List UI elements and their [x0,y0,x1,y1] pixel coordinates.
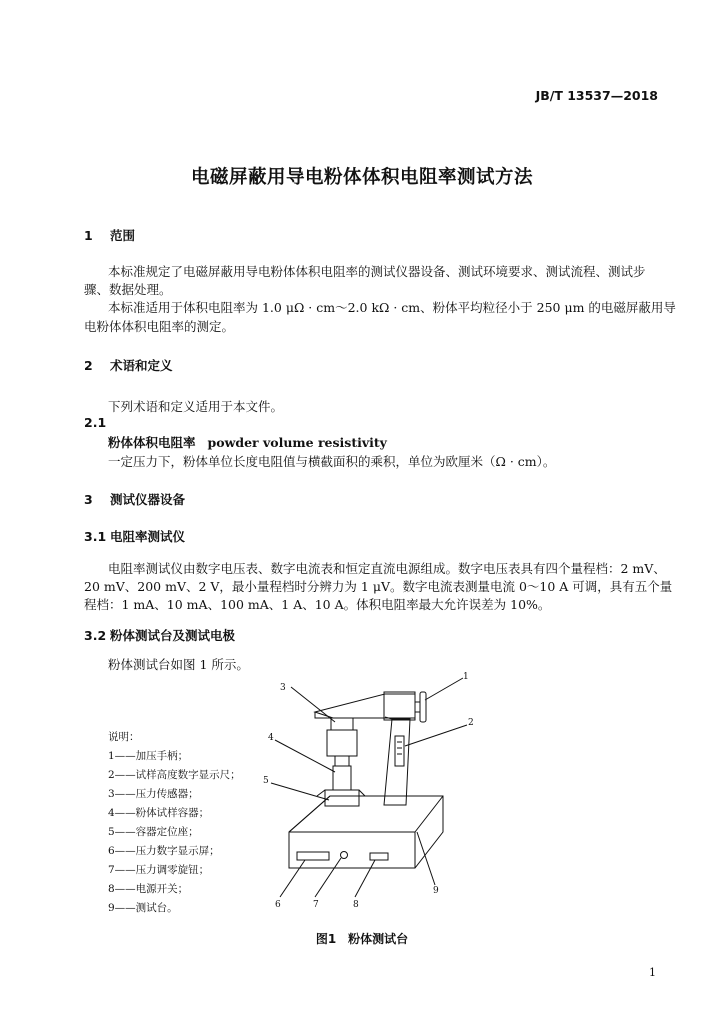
figure-legend [108,728,241,918]
paragraph-line: 20 mV、200 mV、2 V，最小量程档时分辨力为 1 μV。数字电流表测量电流 0～10 A 可调，具有五个量 [84,579,673,594]
paragraph-line: 下列术语和定义适用于本文件。 [108,399,284,414]
legend-item: 1——加压手柄； [108,750,189,762]
callout-2: 2 [468,718,474,728]
term-english: powder volume resistivity [207,435,387,450]
paragraph-line: 粉体测试台如图 1 所示。 [108,657,249,672]
powder-container [333,766,351,790]
paragraph-line: 本标准规定了电磁屏蔽用导电粉体体积电阻率的测试仪器设备、测试环境要求、测试流程、测试步 [108,264,646,279]
legend-item: 4——粉体试样容器； [108,807,210,819]
callout-6: 6 [275,900,281,910]
height-scale [395,736,404,766]
callout-1: 1 [463,672,469,682]
page-number: 1 [649,966,656,979]
callout-7: 7 [313,900,319,910]
section-number: 2 [84,358,93,373]
section-title: 范围 [110,228,136,243]
section-1-heading [84,226,135,244]
standard-number: JB/T 13537—2018 [535,88,658,103]
paragraph-line: 程档：1 mA、10 mA、100 mA、1 A、10 A。体积电阻率最大允许误差为 10%。 [84,597,551,612]
legend-item: 7——压力调零旋钮； [108,864,210,876]
section-number: 3 [84,492,93,507]
legend-item: 3——压力传感器； [108,788,199,800]
section-3-heading [84,490,185,508]
container-seat [325,790,359,806]
term-entry [108,433,387,451]
callout-3: 3 [280,683,286,693]
paragraph-line: 电粉体体积电阻率的测定。 [84,319,235,334]
subsection-3-2-heading [84,626,235,644]
pressure-display-screen [297,852,329,860]
support-column [384,719,410,805]
press-block [327,730,357,756]
power-switch [370,853,388,860]
pressure-handle [420,692,426,722]
legend-item: 2——试样高度数字显示尺； [108,769,241,781]
subsection-number: 2.1 [84,415,107,430]
upper-arm [315,694,415,718]
powder-test-bench-diagram [255,672,485,917]
legend-title: 说明： [108,731,140,743]
zero-adjust-knob [341,852,348,859]
callout-9: 9 [433,886,439,896]
legend-item: 8——电源开关； [108,883,189,895]
term-chinese: 粉体体积电阻率 [108,435,196,450]
section-title: 测试仪器设备 [110,492,186,507]
subsection-title: 电阻率测试仪 [110,529,186,544]
subsection-number: 3.1 [84,529,107,544]
callout-8: 8 [353,900,359,910]
legend-item: 6——压力数字显示屏； [108,845,220,857]
paragraph-line: 本标准适用于体积电阻率为 1.0 μΩ · cm～2.0 kΩ · cm、粉体平均粒径小于 250 μm 的电磁屏蔽用导 [108,300,676,315]
subsection-number: 3.2 [84,628,107,643]
term-definition: 一定压力下，粉体单位长度电阻值与横截面积的乘积，单位为欧厘米（Ω · cm）。 [108,454,556,469]
callout-4: 4 [268,733,274,743]
section-title: 术语和定义 [110,358,173,373]
legend-item: 5——容器定位座； [108,826,199,838]
document-title: 电磁屏蔽用导电粉体体积电阻率测试方法 [190,167,533,188]
pressure-sensor [331,718,353,730]
section-2-heading [84,356,173,374]
figure-caption: 图1 粉体测试台 [315,932,409,946]
section-number: 1 [84,228,93,243]
subsection-3-1-heading [84,527,185,545]
subsection-title: 粉体测试台及测试电极 [110,628,236,643]
callout-5: 5 [263,776,269,786]
paragraph-line: 电阻率测试仪由数字电压表、数字电流表和恒定直流电源组成。数字电压表具有四个量程档：2 mV、 [108,561,666,576]
paragraph-line: 骤、数据处理。 [84,282,172,297]
legend-item: 9——测试台。 [108,902,178,914]
